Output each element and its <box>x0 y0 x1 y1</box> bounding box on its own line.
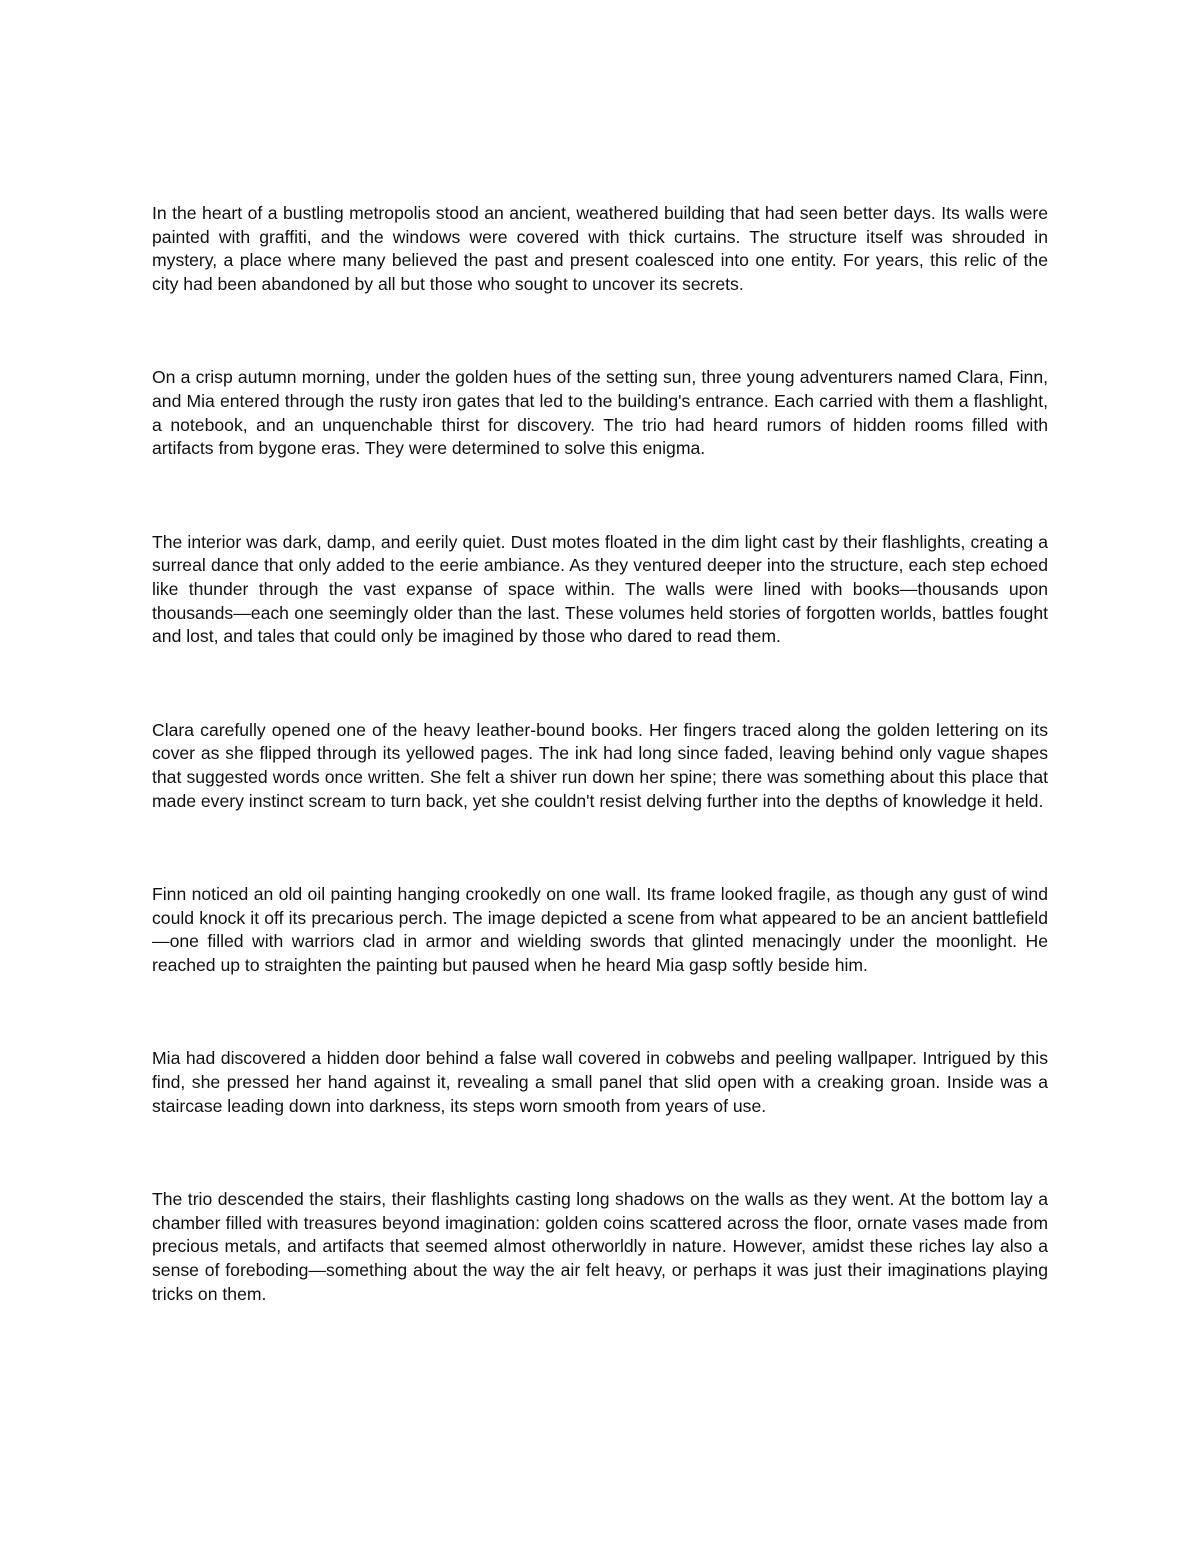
paragraph-2: On a crisp autumn morning, under the golden hues of the setting sun, three young adventurers named Clara, Finn, and Mia entered through the rusty iron gates that led to the building's entrance. Each carried with them a flashlight, a notebook, and an unquenchable thirst for discovery. The trio had heard rumors of hidden rooms filled with artifacts from bygone eras. They were determined to solve this enigma. <box>152 367 1048 459</box>
paragraph-6: Mia had discovered a hidden door behind a false wall covered in cobwebs and peeling wallpaper. Intrigued by this find, she pressed her hand against it, revealing a small panel that slid open with a creaking groan. Inside was a staircase leading down into darkness, its steps worn smooth from years of use. <box>152 1048 1048 1116</box>
paragraph-3: The interior was dark, damp, and eerily quiet. Dust motes floated in the dim light cast by their flashlights, creating a surreal dance that only added to the eerie ambiance. As they ventured deeper into the structure, each step echoed like thunder through the vast expanse of space within. The walls were lined with books—thousands upon thousands—each one seemingly older than the last. These volumes held stories of forgotten worlds, battles fought and lost, and tales that could only be imagined by those who dared to read them. <box>152 531 1048 647</box>
document-body <box>152 202 1048 1306</box>
paragraph-7: The trio descended the stairs, their flashlights casting long shadows on the walls as they went. At the bottom lay a chamber filled with treasures beyond imagination: golden coins scattered across the floor, ornate vases made from precious metals, and artifacts that seemed almost otherworldly in nature. However, amidst these riches lay also a sense of foreboding—something about the way the air felt heavy, or perhaps it was just their imaginations playing tricks on them. <box>152 1189 1048 1304</box>
paragraph-4: Clara carefully opened one of the heavy leather-bound books. Her fingers traced along the golden lettering on its cover as she flipped through its yellowed pages. The ink had long since faded, leaving behind only vague shapes that suggested words once written. She felt a shiver run down her spine; there was something about this place that made every instinct scream to turn back, yet she couldn't resist delving further into the depths of knowledge it held. <box>152 719 1048 811</box>
paragraph-5: Finn noticed an old oil painting hanging crookedly on one wall. Its frame looked fragile, as though any gust of wind could knock it off its precarious perch. The image depicted a scene from what appeared to be an ancient battlefield—one filled with warriors clad in armor and wielding swords that glinted menacingly under the moonlight. He reached up to straighten the painting but paused when he heard Mia gasp softly beside him. <box>152 884 1048 975</box>
paragraph-1: In the heart of a bustling metropolis stood an ancient, weathered building that had seen better days. Its walls were painted with graffiti, and the windows were covered with thick curtains. The structure itself was shrouded in mystery, a place where many believed the past and present coalesced into one entity. For years, this relic of the city had been abandoned by all but those who sought to uncover its secrets. <box>152 203 1048 294</box>
